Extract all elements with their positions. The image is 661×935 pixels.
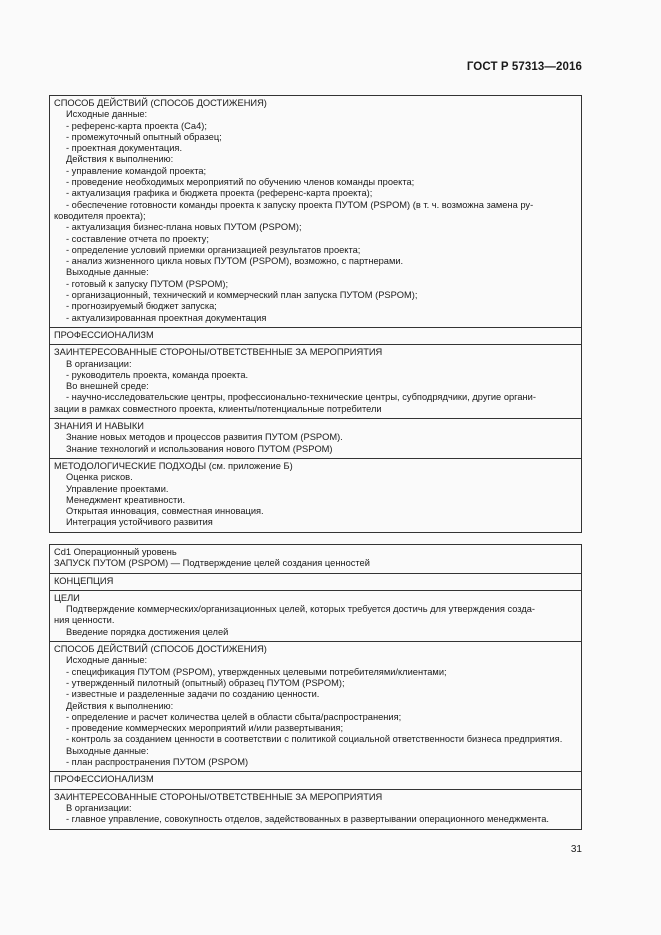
table-row (50, 590, 581, 641)
row-text-line: - референс-карта проекта (Са4); (66, 120, 207, 131)
row-heading: ПРОФЕССИОНАЛИЗМ (54, 774, 154, 785)
row-text-line: Введение порядка достижения целей (66, 626, 229, 637)
row-text-line: - промежуточный опытный образец; (66, 131, 222, 142)
row-text-line: В организации: (66, 802, 132, 813)
row-text-line: - проведение необходимых мероприятий по обучению членов команды проекта; (66, 177, 415, 188)
row-heading: ПРОФЕССИОНАЛИЗМ (54, 329, 154, 340)
row-text-line: - план распространения ПУТОМ (PSPOM) (66, 757, 249, 768)
page-number: 31 (570, 844, 582, 855)
row-text-line: Выходные данные: (66, 267, 149, 278)
row-text-line: - актуализация графика и бюджета проекта (референс-карта проекта); (66, 188, 373, 199)
row-text-line: Оценка рисков. (66, 472, 133, 483)
table-row (50, 573, 581, 590)
row-text-line: Интеграция устойчивого развития (66, 517, 213, 528)
row-text-line: В организации: (66, 358, 132, 369)
row-text-line: Подтверждение коммерческих/организационных целей, которых требуется достичь для утверждения созда- (66, 604, 536, 615)
table-row (50, 96, 581, 327)
row-text-line: - составление отчета по проекту; (66, 233, 209, 244)
row-text-line: ния ценности. (54, 615, 115, 626)
row-text-line: Действия к выполнению: (66, 700, 174, 711)
row-text-line: - прогнозируемый бюджет запуска; (66, 301, 217, 312)
row-text-line: Во внешней среде: (66, 381, 149, 392)
row-text-line: - анализ жизненного цикла новых ПУТОМ (PSPOM), возможно, с партнерами. (66, 256, 404, 267)
row-text-line: - утвержденный пилотный (опытный) образец ПУТОМ (PSPOM); (66, 677, 345, 688)
row-heading: СПОСОБ ДЕЙСТВИЙ (СПОСОБ ДОСТИЖЕНИЯ) (54, 644, 267, 655)
row-heading: ЗНАНИЯ И НАВЫКИ (54, 421, 144, 432)
row-text-line: - определение условий приемки организацией результатов проекта; (66, 244, 361, 255)
row-heading: ЗАИНТЕРЕСОВАННЫЕ СТОРОНЫ/ОТВЕТСТВЕННЫЕ ЗА МЕРОПРИЯТИЯ (54, 791, 383, 802)
row-text-line: - руководитель проекта, команда проекта. (66, 369, 249, 380)
row-text-line: Знание технологий и использования нового ПУТОМ (PSPOM) (66, 443, 333, 454)
row-text-line: - актуализированная проектная документация (66, 312, 267, 323)
row-text-line: - проектная документация. (66, 143, 183, 154)
row-text-line: Знание новых методов и процессов развития ПУТОМ (PSPOM). (66, 432, 343, 443)
row-text-line: ководителя проекта); (54, 210, 146, 221)
table-row (50, 327, 581, 344)
row-text-line: Исходные данные: (66, 655, 148, 666)
table-row (50, 641, 581, 771)
row-text-line: - обеспечение готовности команды проекта к запуску проекта ПУТОМ (PSPOM) (в т. ч. возможна замена ру- (66, 199, 534, 210)
row-heading: Cd1 Операционный уровень (54, 547, 177, 557)
row-text-line: Выходные данные: (66, 745, 149, 756)
row-text-line: зации в рамках совместного проекта, клиенты/потенциальные потребители (54, 403, 382, 414)
row-text-line: - организационный, технический и коммерческий план запуска ПУТОМ (PSPOM); (66, 290, 418, 301)
row-text-line: - определение и расчет количества целей в области сбыта/распространения; (66, 711, 402, 722)
requirements-table-1 (49, 95, 582, 533)
row-heading: МЕТОДОЛОГИЧЕСКИЕ ПОДХОДЫ (см. приложение Б) (54, 460, 293, 471)
table-row (50, 771, 581, 788)
row-text-line: - главное управление, совокупность отделов, задействованных в развертывании операционного менеджмента. (66, 814, 549, 825)
table-row (50, 418, 581, 458)
row-text-line: Управление проектами. (66, 483, 169, 494)
standard-header: ГОСТ Р 57313—2016 (466, 61, 582, 73)
row-text-line: Исходные данные: (66, 109, 148, 120)
table-row (50, 458, 581, 532)
row-text-line: - известные и разделенные задачи по созданию ценности. (66, 689, 320, 700)
row-text-line: - проведение коммерческих мероприятий и/или развертывания; (66, 723, 344, 734)
row-text-line: - актуализация бизнес-плана новых ПУТОМ (PSPOM); (66, 222, 302, 233)
table-row (50, 545, 581, 573)
row-heading: КОНЦЕПЦИЯ (54, 575, 114, 586)
row-text-line: - научно-исследовательские центры, профессионально-технические центры, субподрядчики, другие органи- (66, 392, 536, 403)
row-heading: СПОСОБ ДЕЙСТВИЙ (СПОСОБ ДОСТИЖЕНИЯ) (54, 98, 267, 108)
row-text-line: Действия к выполнению: (66, 154, 174, 165)
row-heading: ЦЕЛИ (54, 592, 80, 603)
row-text-line: - готовый к запуску ПУТОМ (PSPOM); (66, 278, 229, 289)
row-text-line: ЗАПУСК ПУТОМ (PSPOM) — Подтверждение целей создания ценностей (54, 558, 370, 569)
row-text-line: - спецификация ПУТОМ (PSPOM), утвержденных целевыми потребителями/клиентами; (66, 666, 447, 677)
row-heading: ЗАИНТЕРЕСОВАННЫЕ СТОРОНЫ/ОТВЕТСТВЕННЫЕ ЗА МЕРОПРИЯТИЯ (54, 347, 383, 358)
table-row (50, 344, 581, 418)
row-text-line: - управление командой проекта; (66, 165, 207, 176)
requirements-table-2 (49, 544, 582, 830)
row-text-line: Менеджмент креативности. (66, 494, 186, 505)
table-row (50, 789, 581, 829)
row-text-line: - контроль за созданием ценности в соответствии с политикой социальной ответственности бизнеса предприятия. (66, 734, 563, 745)
row-text-line: Открытая инновация, совместная инновация. (66, 506, 264, 517)
